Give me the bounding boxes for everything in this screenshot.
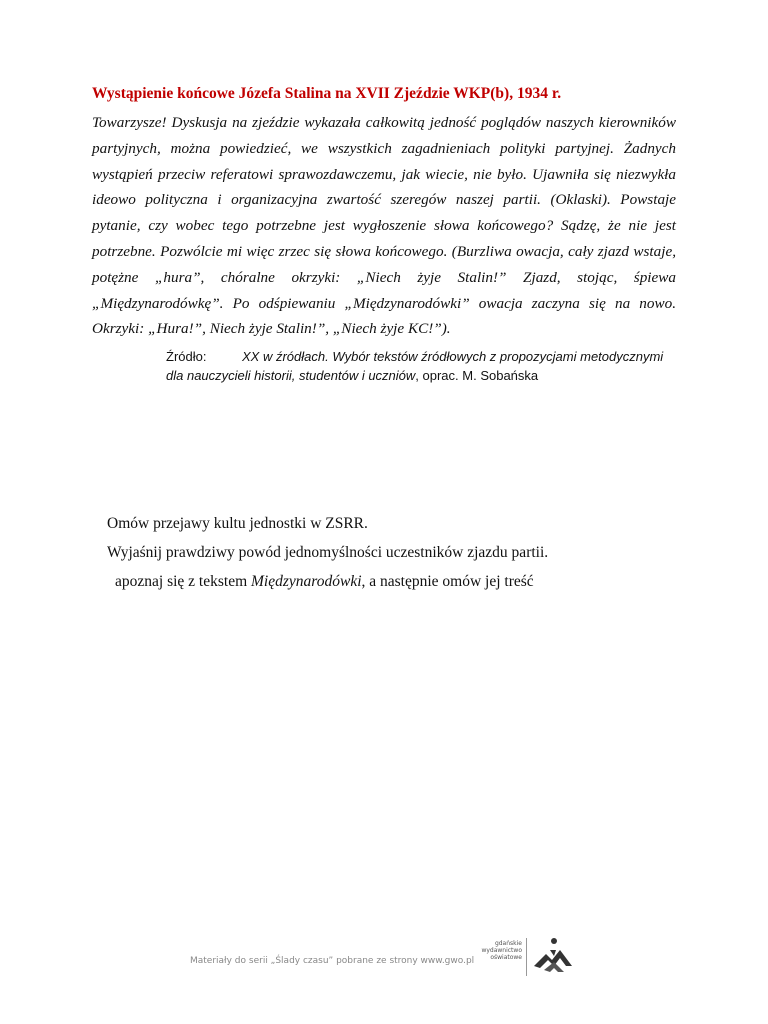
source-citation bbox=[166, 347, 678, 385]
logo-line: wydawnictwo bbox=[481, 947, 522, 954]
task-suffix: , a następnie omów jej treść bbox=[361, 573, 534, 590]
task-item bbox=[115, 572, 534, 592]
gwo-logo-icon bbox=[530, 936, 576, 976]
task-item: Omów przejawy kultu jednostki w ZSRR. bbox=[107, 515, 368, 532]
source-reference: XX w źródłach. Wybór tekstów źródłowych z propozycjami metodycznymi dla nauczycieli historii, studentów i uczniów bbox=[166, 349, 664, 383]
source-label: Źródło: bbox=[166, 349, 207, 364]
logo-line: gdańskie bbox=[494, 940, 522, 947]
footer-text: Materiały do serii „Ślady czasu” pobrane ze strony www.gwo.pl bbox=[190, 956, 475, 966]
publisher-logo bbox=[470, 936, 580, 980]
task-prefix: apoznaj się z tekstem bbox=[115, 573, 252, 590]
speech-text: Towarzysze! Dyskusja na zjeździe wykazała całkowitą jedność poglądów naszych kierowników partyjnych, można powiedzieć, we wszystkich zagadnieniach polityki partyjnej. Żadnych wystąpień przeciw referatowi sprawozdawczemu, jak wiecie, nie było. Ujawniła się niezwykła ideowo polityczna i organizacyjna zwartość szeregów naszej partii. (Oklaski). Powstaje pytanie, czy wobec tego potrzebne jest wygłoszenie słowa końcowego? Sądzę, że nie jest potrzebne. Pozwólcie mi więc zrzec się słowa końcowego. (Burzliwa owacja, cały zjazd wstaje, potężne „hura”, chóralne okrzyki: „Niech żyje Stalin!” Zjazd, stojąc, śpiewa „Międzynarodówkę”. Po odśpiewaniu „Międzynarodówki” owacja zaczyna się na nowo. Okrzyki: „Hura!”, Niech żyje Stalin!”, „Niech żyje KC!”). bbox=[92, 114, 676, 338]
source-editor: , oprac. M. Sobańska bbox=[415, 368, 539, 383]
document-title: Wystąpienie końcowe Józefa Stalina na XVII Zjeździe WKP(b), 1934 r. bbox=[92, 85, 562, 102]
logo-divider bbox=[526, 938, 527, 976]
task-emphasis: Międzynarodówki bbox=[251, 573, 362, 590]
logo-line: oświatowe bbox=[490, 954, 522, 961]
logo-text bbox=[481, 940, 522, 961]
task-item: Wyjaśnij prawdziwy powód jednomyślności uczestników zjazdu partii. bbox=[107, 544, 549, 561]
